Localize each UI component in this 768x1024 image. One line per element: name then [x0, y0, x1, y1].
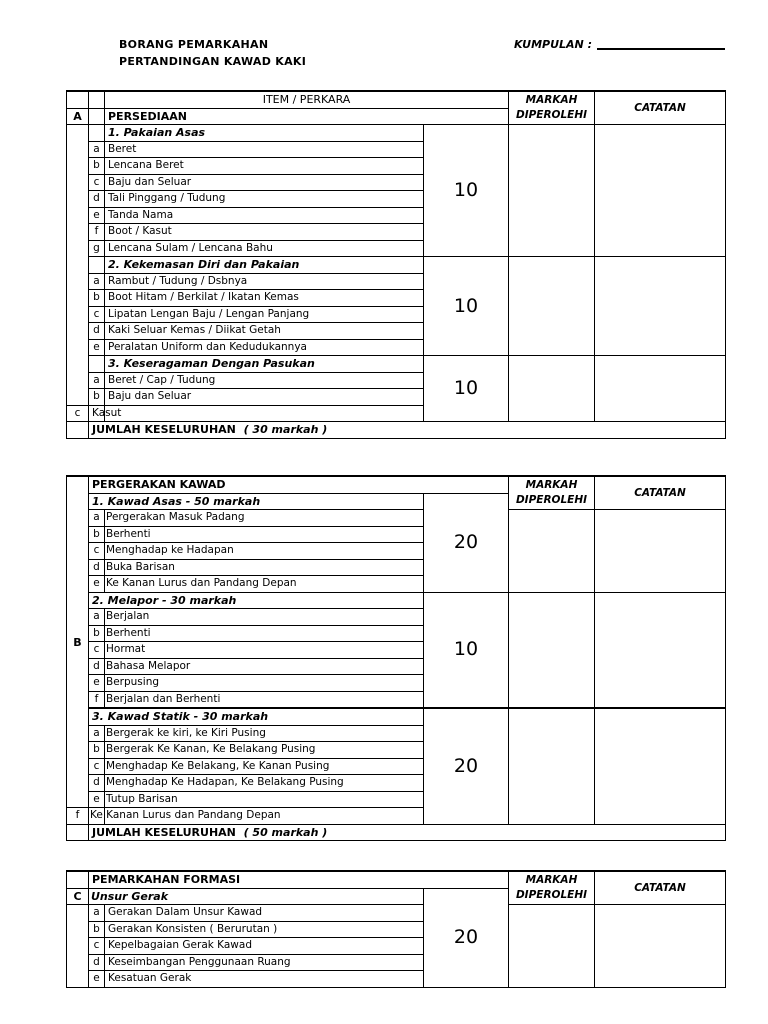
section-a-letter: A	[67, 108, 89, 125]
item-letter: e	[89, 971, 105, 988]
item-text: Kasut	[89, 405, 105, 422]
markah-input[interactable]	[509, 905, 595, 988]
kumpulan-input-line[interactable]	[597, 48, 725, 50]
catatan-input[interactable]	[595, 592, 726, 708]
item-text: Rambut / Tudung / Dsbnya	[105, 273, 424, 290]
group-title: 3. Keseragaman Dengan Pasukan	[105, 356, 424, 373]
markah-input[interactable]	[509, 510, 595, 593]
item-text: Boot / Kasut	[105, 224, 424, 241]
section-b-table	[66, 475, 726, 841]
section-c-table	[66, 870, 726, 988]
item-letter: a	[89, 510, 105, 527]
catatan-input[interactable]	[595, 510, 726, 593]
max-marks: 20	[424, 493, 509, 592]
section-b-title: PERGERAKAN KAWAD	[89, 476, 509, 493]
section-c-title: PEMARKAHAN FORMASI	[89, 871, 509, 888]
item-text: Buka Barisan	[105, 559, 424, 576]
item-text: Bahasa Melapor	[105, 658, 424, 675]
catatan-input[interactable]	[595, 708, 726, 824]
item-text: Lencana Sulam / Lencana Bahu	[105, 240, 424, 257]
item-text: Ke Kanan Lurus dan Pandang Depan	[89, 808, 105, 825]
item-text: Berjalan dan Berhenti	[105, 691, 424, 708]
markah-input[interactable]	[509, 257, 595, 356]
item-text: Peralatan Uniform dan Kedudukannya	[105, 339, 424, 356]
item-text: Gerakan Konsisten ( Berurutan )	[105, 921, 424, 938]
item-letter: d	[89, 323, 105, 340]
item-letter: c	[89, 543, 105, 560]
item-letter: b	[89, 526, 105, 543]
item-letter: e	[89, 675, 105, 692]
item-letter: c	[89, 758, 105, 775]
section-b-letter: B	[67, 476, 89, 808]
item-text: Lencana Beret	[105, 158, 424, 175]
item-letter: e	[89, 207, 105, 224]
item-text: Tutup Barisan	[105, 791, 424, 808]
max-marks: 10	[424, 125, 509, 257]
catatan-input[interactable]	[595, 257, 726, 356]
item-text: Kesatuan Gerak	[105, 971, 424, 988]
item-letter: f	[89, 691, 105, 708]
markah-input[interactable]	[509, 708, 595, 824]
item-letter: d	[89, 559, 105, 576]
item-letter: d	[89, 954, 105, 971]
item-letter: b	[89, 625, 105, 642]
form-title: BORANG PEMARKAHAN	[119, 38, 269, 51]
section-a-title: PERSEDIAAN	[105, 108, 509, 125]
item-text: Tanda Nama	[105, 207, 424, 224]
item-letter: e	[89, 791, 105, 808]
item-letter: e	[89, 576, 105, 593]
catatan-column-header: CATATAN	[595, 91, 726, 125]
catatan-column-header: CATATAN	[595, 871, 726, 905]
kumpulan-label: KUMPULAN :	[514, 38, 592, 51]
item-text: Lipatan Lengan Baju / Lengan Panjang	[105, 306, 424, 323]
item-letter: b	[89, 389, 105, 406]
item-text: Berjalan	[105, 609, 424, 626]
item-letter: b	[89, 290, 105, 307]
item-letter: e	[89, 339, 105, 356]
item-text: Menghadap Ke Hadapan, Ke Belakang Pusing	[105, 775, 424, 792]
catatan-column-header: CATATAN	[595, 476, 726, 510]
group-title: 2. Kekemasan Diri dan Pakaian	[105, 257, 424, 274]
item-letter: f	[89, 224, 105, 241]
item-letter: d	[89, 658, 105, 675]
max-marks: 10	[424, 592, 509, 708]
group-title: Unsur Gerak	[89, 888, 424, 905]
group-title: 2. Melapor - 30 markah	[89, 592, 424, 609]
item-text: Keseimbangan Penggunaan Ruang	[105, 954, 424, 971]
item-letter: a	[89, 372, 105, 389]
item-letter: a	[89, 609, 105, 626]
max-marks: 10	[424, 257, 509, 356]
markah-column-header: MARKAH DIPEROLEHI	[509, 91, 595, 125]
catatan-input[interactable]	[595, 125, 726, 257]
item-text: Menghadap Ke Belakang, Ke Kanan Pusing	[105, 758, 424, 775]
item-letter: g	[89, 240, 105, 257]
item-text: Tali Pinggang / Tudung	[105, 191, 424, 208]
item-text: Beret	[105, 141, 424, 158]
item-letter: a	[89, 273, 105, 290]
markah-input[interactable]	[509, 356, 595, 422]
max-marks: 20	[424, 888, 509, 987]
item-text: Boot Hitam / Berkilat / Ikatan Kemas	[105, 290, 424, 307]
item-text: Bergerak Ke Kanan, Ke Belakang Pusing	[105, 742, 424, 759]
item-text: Berhenti	[105, 526, 424, 543]
item-letter: d	[89, 775, 105, 792]
item-text: Pergerakan Masuk Padang	[105, 510, 424, 527]
section-c-letter: C	[67, 888, 89, 905]
item-letter: b	[89, 921, 105, 938]
item-letter: c	[89, 306, 105, 323]
item-letter: b	[89, 158, 105, 175]
item-letter: c	[89, 642, 105, 659]
group-title: 3. Kawad Statik - 30 markah	[89, 708, 424, 725]
item-text: Baju dan Seluar	[105, 389, 424, 406]
group-title: 1. Pakaian Asas	[105, 125, 424, 142]
item-letter: a	[89, 905, 105, 922]
item-text: Kepelbagaian Gerak Kawad	[105, 938, 424, 955]
item-letter: d	[89, 191, 105, 208]
section-a-table	[66, 90, 726, 439]
max-marks: 20	[424, 708, 509, 824]
section-a-letter-cell	[67, 91, 89, 108]
markah-input[interactable]	[509, 125, 595, 257]
item-text: Baju dan Seluar	[105, 174, 424, 191]
item-text: Berpusing	[105, 675, 424, 692]
item-text: Bergerak ke kiri, ke Kiri Pusing	[105, 725, 424, 742]
item-text: Hormat	[105, 642, 424, 659]
total-row: JUMLAH KESELURUHAN ( 30 markah )	[89, 422, 726, 439]
item-letter: f	[67, 808, 89, 825]
item-letter: a	[89, 141, 105, 158]
item-text: Berhenti	[105, 625, 424, 642]
markah-input[interactable]	[509, 592, 595, 708]
catatan-input[interactable]	[595, 905, 726, 988]
total-row: JUMLAH KESELURUHAN ( 50 markah )	[89, 824, 726, 841]
item-letter: b	[89, 742, 105, 759]
item-text: Beret / Cap / Tudung	[105, 372, 424, 389]
markah-column-header: MARKAH DIPEROLEHI	[509, 476, 595, 510]
item-text: Menghadap ke Hadapan	[105, 543, 424, 560]
max-marks: 10	[424, 356, 509, 422]
item-letter: c	[89, 174, 105, 191]
group-title: 1. Kawad Asas - 50 markah	[89, 493, 424, 510]
form-subtitle: PERTANDINGAN KAWAD KAKI	[119, 55, 307, 68]
item-letter: c	[67, 405, 89, 422]
catatan-input[interactable]	[595, 356, 726, 422]
item-text: Gerakan Dalam Unsur Kawad	[105, 905, 424, 922]
item-text: Ke Kanan Lurus dan Pandang Depan	[105, 576, 424, 593]
markah-column-header: MARKAH DIPEROLEHI	[509, 871, 595, 905]
item-letter: c	[89, 938, 105, 955]
item-text: Kaki Seluar Kemas / Diikat Getah	[105, 323, 424, 340]
item-column-header: ITEM / PERKARA	[105, 91, 509, 108]
item-letter: a	[89, 725, 105, 742]
